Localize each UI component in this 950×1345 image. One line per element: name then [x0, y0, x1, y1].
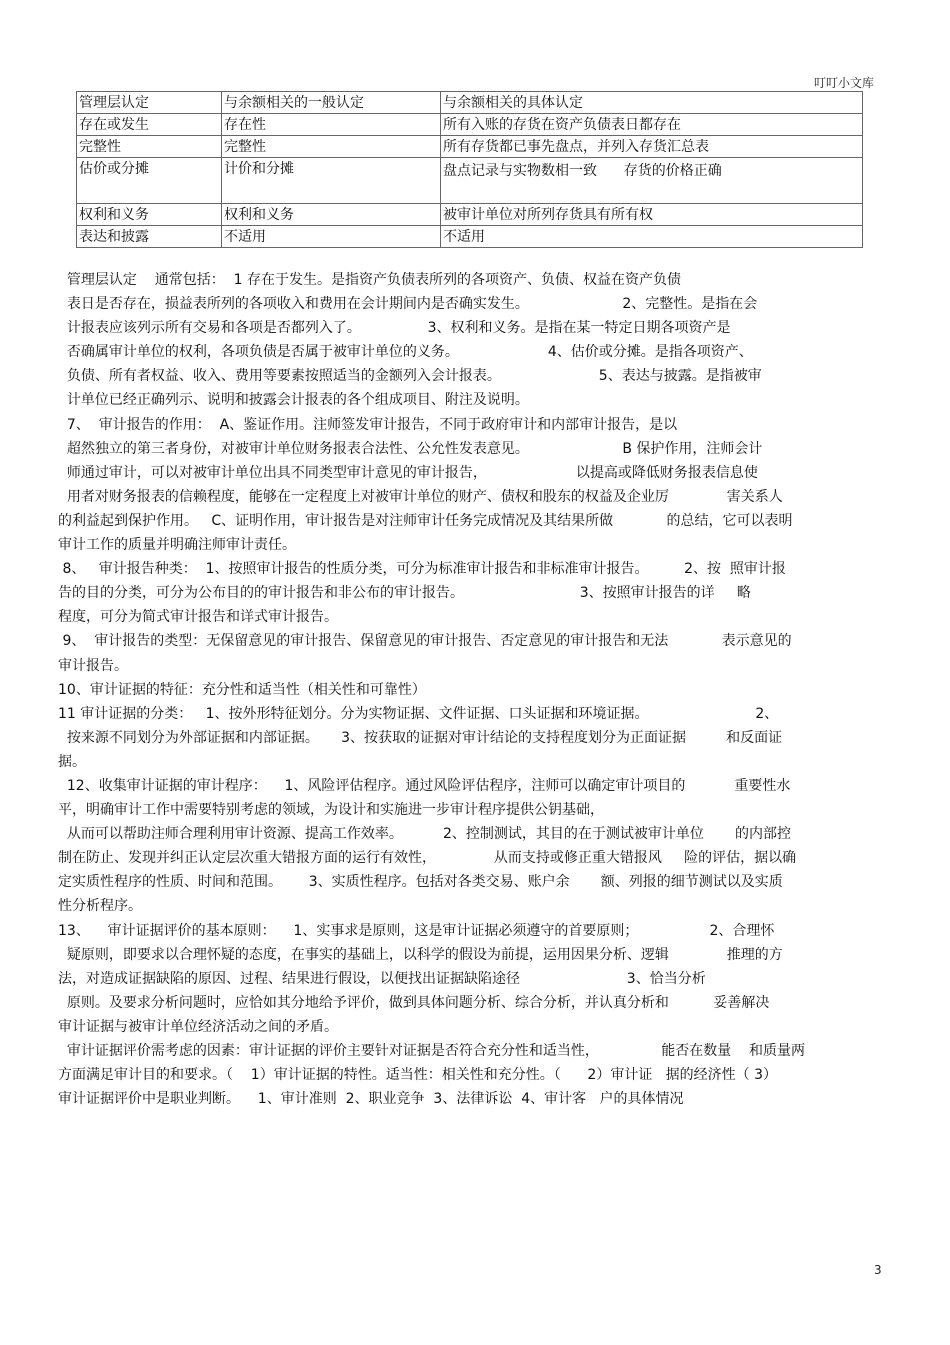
table-cell: 不适用 — [222, 226, 441, 248]
text-line: 定实质性程序的性质、时间和范围。 3、实质性程序。包括对各类交易、账户余 额、列报的细节测试以及实质 — [58, 874, 783, 891]
text-line: 否确属审计单位的权利，各项负债是否属于被审计单位的义务。 4、估价或分摊。是指各项资产、 — [58, 344, 753, 361]
table-cell: 完整性 — [77, 136, 222, 158]
table-cell: 完整性 — [222, 136, 441, 158]
text-line: 按来源不同划分为外部证据和内部证据。 3、按获取的证据对审计结论的支持程度划分为正面证据 和反面证 — [58, 729, 783, 746]
text-line: 计单位已经正确列示、说明和披露会计报表的各个组成项目、附注及说明。 — [58, 392, 529, 409]
table-row — [77, 136, 863, 158]
text-line: 审计证据评价需考虑的因素：审计证据的评价主要针对证据是否符合充分性和适当性， 能否在数量 和质量两 — [58, 1043, 806, 1059]
table-cell: 估价或分摊 — [77, 158, 222, 204]
text-line: 用者对财务报表的信赖程度，能够在一定程度上对被审计单位的财产、债权和股东的权益及企业厉 害关系人 — [58, 488, 783, 505]
document-body — [58, 268, 873, 1111]
text-line: 法，对造成证据缺陷的原因、过程、结果进行假设，以便找出证据缺陷途径 3、恰当分析 — [58, 970, 706, 987]
text-line: 方面满足审计目的和要求。（ 1）审计证据的特性。适当性：相关性和充分性。（ 2）审计证 据的经济性（ 3） — [58, 1067, 778, 1084]
text-line: 计报表应该列示所有交易和各项是否都列入了。 3、权利和义务。是指在某一特定日期各项资产是 — [58, 320, 731, 337]
text-line: 12、收集审计证据的审计程序： 1、风险评估程序。通过风险评估程序，注师可以确定审计项目的 重要性水 — [58, 777, 791, 794]
table-cell: 不适用 — [441, 226, 863, 248]
text-line: 审计工作的质量并明确注师审计责任。 — [58, 537, 296, 554]
table-cell: 存在性 — [222, 114, 441, 136]
table-cell: 管理层认定 — [77, 92, 222, 114]
text-line: 表日是否存在，损益表所列的各项收入和费用在会计期间内是否确实发生。 2、完整性。是指在会 — [58, 296, 758, 313]
table-cell: 所有存货都已事先盘点，并列入存货汇总表 — [441, 136, 863, 158]
table-cell: 权利和义务 — [222, 204, 441, 226]
text-line: 11 审计证据的分类： 1、按外形特征划分。分为实物证据、文件证据、口头证据和环境证据。 2、 — [58, 705, 779, 722]
table-cell — [441, 158, 863, 204]
text-line: 审计证据评价中是职业判断。 1、审计准则 2、职业竞争 3、法律诉讼 4、审计客 户的具体情况 — [58, 1091, 684, 1108]
table-cell: 权利和义务 — [77, 204, 222, 226]
assertion-table — [76, 91, 863, 248]
table-cell: 被审计单位对所列存货具有所有权 — [441, 204, 863, 226]
table-cell: 与余额相关的具体认定 — [441, 92, 863, 114]
text-line: 审计报告。 — [58, 657, 128, 674]
table-row — [77, 114, 863, 136]
table-cell: 表达和披露 — [77, 226, 222, 248]
table-row — [77, 226, 863, 248]
text-line: 超然独立的第三者身份，对被审计单位财务报表合法性、公允性发表意见。 B 保护作用，注师会计 — [58, 440, 763, 457]
text-line: 原则。及要求分析问题时，应恰如其分地给予评价，做到具体问题分析、综合分析，并认真分析和 妥善解决 — [58, 994, 770, 1011]
text-line: 从而可以帮助注师合理利用审计资源、提高工作效率。 2、控制测试，其目的在于测试被审计单位 的内部控 — [58, 826, 792, 843]
text-line: 审计证据与被审计单位经济活动之间的矛盾。 — [58, 1018, 338, 1035]
text-line: 8、 审计报告种类： 1、按照审计报告的性质分类，可分为标准审计报告和非标准审计报告。 2、按 照审计报 — [58, 561, 786, 578]
text-line: 疑原则，即要求以合理怀疑的态度，在事实的基础上，以科学的假设为前提，运用因果分析、逻辑 推理的方 — [58, 946, 783, 963]
table-cell-text: 盘点记录与实物数相一致 存货的价格正确 — [443, 163, 722, 179]
text-line: 13、 审计证据评价的基本原则： 1、实事求是原则，这是审计证据必须遵守的首要原则； 2、合理怀 — [58, 922, 775, 939]
table-cell: 所有入账的存货在资产负债表日都存在 — [441, 114, 863, 136]
text-line: 据。 — [58, 753, 86, 770]
text-line: 制在防止、发现并纠正认定层次重大错报方面的运行有效性， 从而支持或修正重大错报风 险的评估，据以确 — [58, 850, 797, 867]
table-row — [77, 92, 863, 114]
text-line: 告的目的分类，可分为公布目的的审计报告和非公布的审计报告。 3、按照审计报告的详 略 — [58, 585, 751, 602]
table-row — [77, 204, 863, 226]
table-row — [77, 158, 863, 204]
text-line: 性分析程序。 — [58, 898, 142, 915]
page-number: 3 — [874, 1263, 882, 1277]
page-header-source: 叮叮小文库 — [813, 76, 874, 90]
text-line: 7、 审计报告的作用： A、鉴证作用。注师签发审计报告，不同于政府审计和内部审计报告，是以 — [58, 416, 678, 433]
text-line: 程度，可分为简式审计报告和详式审计报告。 — [58, 609, 338, 626]
text-line: 平，明确审计工作中需要特别考虑的领域，为设计和实施进一步审计程序提供公钥基础， — [58, 802, 604, 819]
text-line: 师通过审计，可以对被审计单位出具不同类型审计意见的审计报告， 以提高或降低财务报表信息使 — [58, 464, 758, 481]
table-cell: 存在或发生 — [77, 114, 222, 136]
text-line: 10、审计证据的特征：充分性和适当性（相关性和可靠性） — [58, 681, 426, 698]
text-line: 的利益起到保护作用。 C、证明作用，审计报告是对注师审计任务完成情况及其结果所做 的总结，它可以表明 — [58, 512, 793, 529]
table-cell: 与余额相关的一般认定 — [222, 92, 441, 114]
table-cell: 计价和分摊 — [222, 158, 441, 204]
text-line: 9、 审计报告的类型：无保留意见的审计报告、保留意见的审计报告、否定意见的审计报告和无法 表示意见的 — [58, 633, 792, 650]
text-line: 负债、所有者权益、收入、费用等要素按照适当的金额列入会计报表。 5、表达与披露。是指被审 — [58, 368, 762, 385]
text-line: 管理层认定 通常包括： 1 存在于发生。是指资产负债表所列的各项资产、负债、权益在资产负债 — [58, 272, 681, 288]
